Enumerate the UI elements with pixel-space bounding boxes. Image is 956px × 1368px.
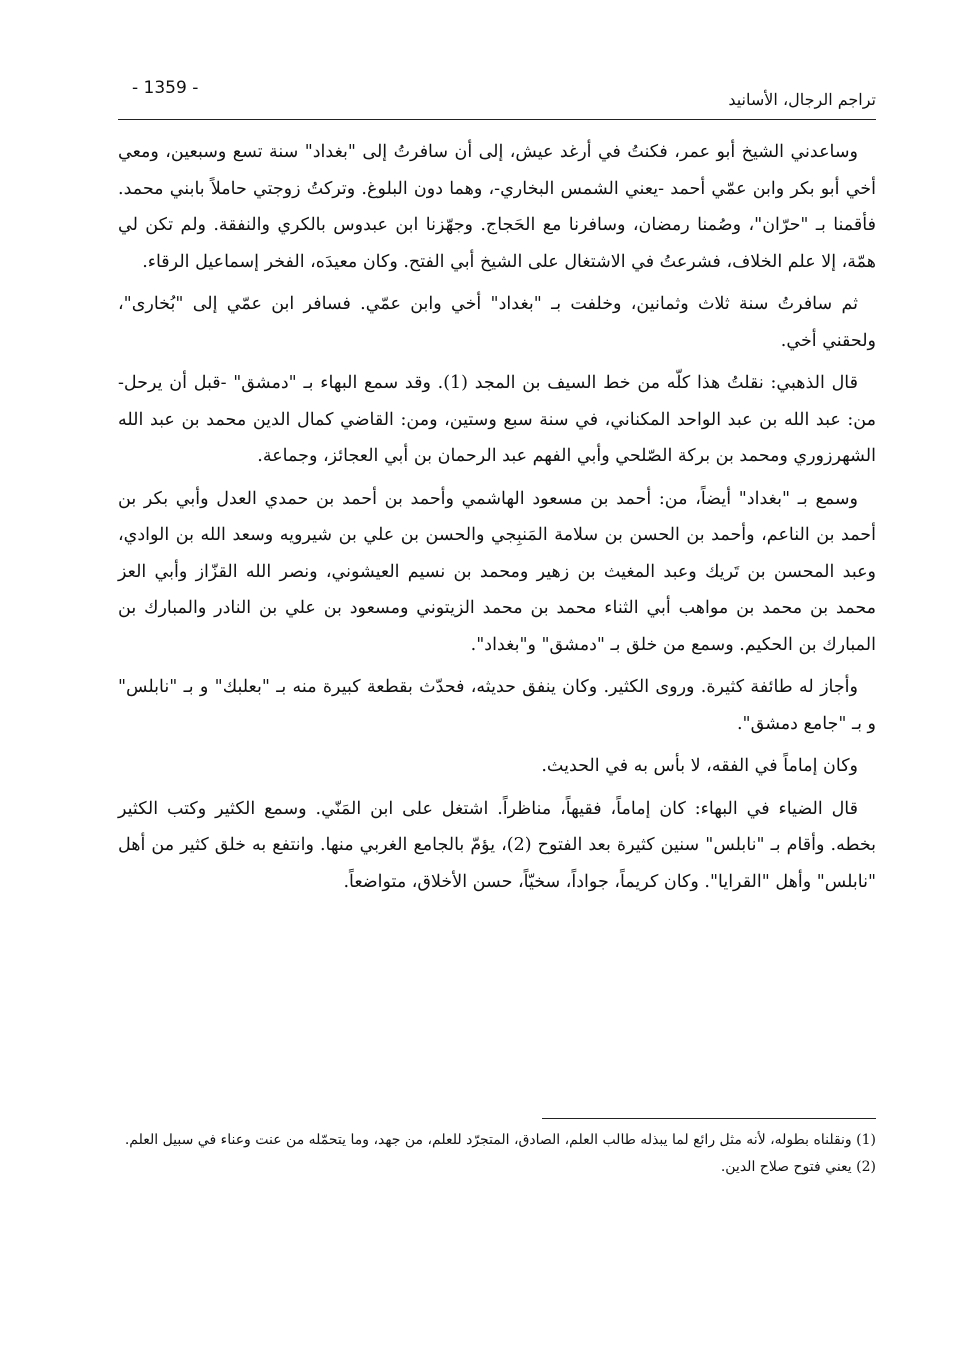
paragraph: وساعدني الشيخ أبو عمر، فكنتُ في أرغد عيش، إلى أن سافرتُ إلى "بغداد" سنة تسع وسبعين، ومعي أخي أبو بكر وابن عمّي أحمد -يعني الشمس البخاري-، وهما دون البلوغ. وتركتُ زوجتي حاملاً بابني محمد. فأقمنا بـ "حرّان"، وصُمنا رمضان، وسافرنا مع الحَجاج. وجهّزنا ابن عبدوس بالكري والنفقة. ولم تكن لي همّة، إلا علم الخلاف، فشرعتُ في الاشتغال على الشيخ أبي الفتح. وكان معيدَه، الفخر إسماعيل الرقاء. bbox=[118, 142, 876, 272]
running-title: تراجم الرجال، الأسانيد bbox=[728, 90, 876, 109]
footnotes bbox=[118, 1128, 876, 1182]
page-number: - 1359 - bbox=[132, 78, 199, 98]
page-header bbox=[118, 72, 876, 116]
paragraph: ثم سافرتُ سنة ثلاث وثمانين، وخلفت بـ "بغداد" أخي وابن عمّي. فسافر ابن عمّي إلى "بُخارى"، ولحقني أخي. bbox=[118, 294, 876, 351]
footnote: (1) ونقلناه بطوله، لأنه مثل رائع لما يبذله طالب العلم، الصادق، المتجرّد للعلم، من جهد، وما يتحمّله من عنت وعناء في سبيل العلم. bbox=[124, 1132, 876, 1148]
paragraph: قال الضياء في البهاء: كان إماماً، فقيهاً، مناظراً. اشتغل على ابن المَنّي. وسمع الكثير وكتب الكثير بخطه. وأقام بـ "نابلس" سنين كثيرة بعد الفتوح (2)، يؤمّ بالجامع الغربي منها. وانتفع به خلق كثير من أهل "نابلس" وأهل "القرايا". وكان كريماً، جواداً، سخيّاً، حسن الأخلاق، متواضعاً. bbox=[118, 798, 877, 892]
paragraph: قال الذهبي: نقلتُ هذا كلّه من خط السيف بن المجد (1). وقد سمع البهاء بـ "دمشق" -قبل أن يرحل- من: عبد الله بن عبد الواحد المكناني، في سنة سبع وستين، ومن: القاضي كمال الدين محمد بن عبد الله الشهرزوري ومحمد بن بركة الصّلحي وأبي الفهم عبد الرحمان بن أبي العجائز، وجماعة. bbox=[118, 373, 876, 466]
paragraph: وأجاز له طائفة كثيرة. وروى الكثير. وكان ينفق حديثه، فحدّث بقطعة كبيرة منه بـ "بعلبك" و بـ "نابلس" و بـ "جامع دمشق". bbox=[118, 677, 876, 734]
header-divider bbox=[118, 119, 876, 120]
footnote: (2) يعني فتوح صلاح الدين. bbox=[720, 1159, 876, 1175]
footnote-divider bbox=[542, 1118, 876, 1119]
main-text bbox=[118, 134, 876, 906]
paragraph: وسمع بـ "بغداد" أيضاً، من: أحمد بن مسعود الهاشمي وأحمد بن أحمد بن حمدي العدل وأبي بكر بن أحمد بن الناعم، وأحمد بن الحسن بن سلامة المَنبِجي والحسن بن علي بن شيرويه وسعد الله بن الوادي، وعبد المحسن بن تَريك وعبد المغيث بن زهير ومحمد بن نسيم العيشوني، ونصر الله القزّاز وأبي العز محمد بن محمد بن مواهب أبي الثناء محمد بن محمد الزيتوني ومسعود بن علي بن النادر والمبارك بن المبارك بن الحكيم. وسمع من خلق بـ "دمشق" و"بغداد". bbox=[118, 488, 876, 655]
paragraph: وكان إماماً في الفقه، لا بأس به في الحديث. bbox=[541, 756, 858, 776]
